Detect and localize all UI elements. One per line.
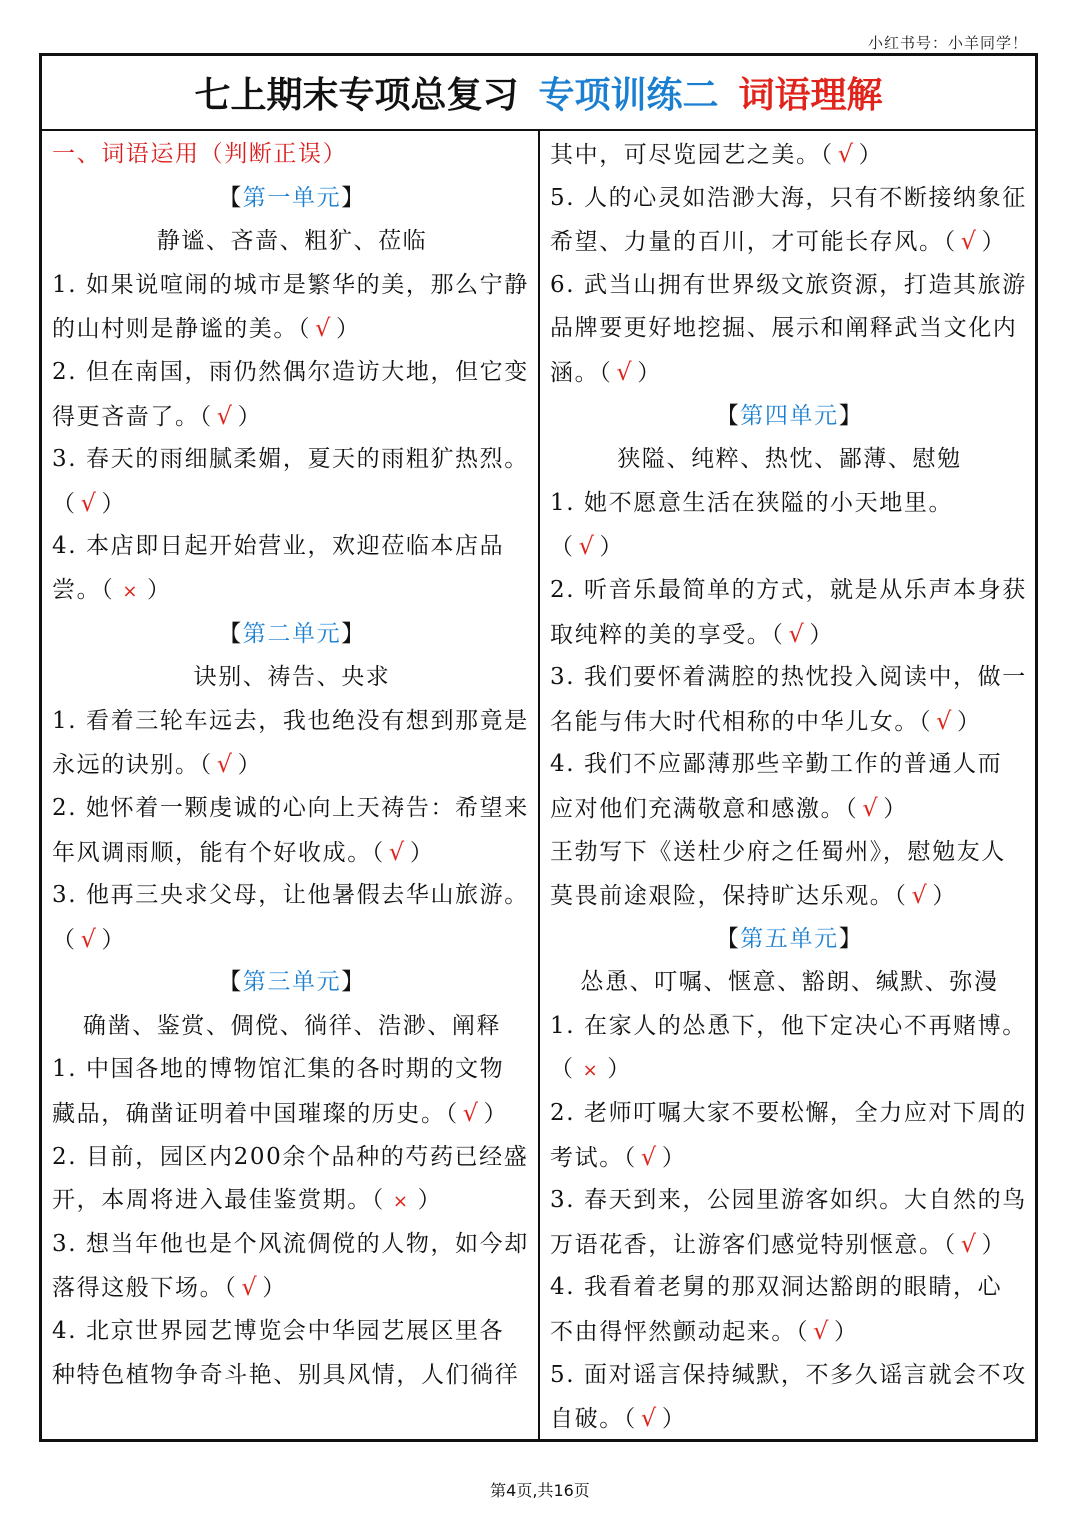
question-line: [550, 1179, 1029, 1223]
question-line: [550, 569, 1029, 613]
question-text: 不由得怦然颤动起来。（: [550, 1319, 810, 1346]
question-text: 2. 老师叮嘱大家不要松懈，全力应对下周的: [550, 1100, 1027, 1127]
question-text: （: [52, 926, 77, 953]
question-line: [550, 787, 1029, 831]
question-text: 1. 看着三轮车远去，我也绝没有想到那竟是: [52, 707, 529, 734]
check-mark-icon: √: [616, 357, 634, 386]
question-text: 王勃写下《送杜少府之任蜀州》，慰勉友人: [550, 838, 1006, 865]
unit-heading: [550, 395, 1029, 439]
paren-close: ）: [607, 1056, 632, 1083]
question-text: 希望、力量的百川，才可能长存风。（: [550, 229, 957, 256]
question-text: 3. 他再三央求父母，让他暑假去华山旅游。: [52, 882, 529, 909]
question-line: [550, 1354, 1029, 1398]
unit-title: 第二单元: [242, 620, 342, 647]
bracket-close: 】: [838, 402, 864, 429]
question-text: 1. 她不愿意生活在狭隘的小天地里。: [550, 489, 954, 516]
question-line: [52, 1354, 532, 1398]
question-text: 其中，可尽览园艺之美。（: [550, 142, 834, 168]
question-line: [52, 482, 532, 526]
paren-close: ）: [957, 708, 982, 735]
paren-close: ）: [262, 1275, 287, 1302]
question-line: [52, 700, 532, 744]
question-line: [550, 1092, 1029, 1136]
question-text: 品牌要更好地挖掘、展示和阐释武当文化内: [550, 315, 1018, 342]
question-line: [52, 1266, 532, 1310]
question-line: [550, 613, 1029, 657]
question-line: [52, 569, 532, 613]
question-line: [52, 1179, 532, 1223]
cross-mark-icon: ×: [392, 1191, 410, 1213]
question-text: 万语花香，让游客们感觉特别惬意。（: [550, 1231, 957, 1258]
question-line: [550, 656, 1029, 700]
question-text: 3. 我们要怀着满腔的热忱投入阅读中，做一: [550, 664, 1027, 691]
question-line: [550, 1223, 1029, 1267]
question-line: [550, 220, 1029, 264]
vocab-list: 诀别、祷告、央求: [193, 664, 391, 691]
cross-mark-icon: ×: [582, 1060, 600, 1082]
question-line: [52, 307, 532, 351]
paren-close: ）: [336, 316, 361, 343]
unit-heading: [52, 613, 532, 657]
question-line: [550, 351, 1029, 395]
check-mark-icon: √: [80, 488, 98, 517]
question-line: [52, 1092, 532, 1136]
question-text: （: [52, 490, 77, 517]
bracket-close: 】: [341, 969, 366, 996]
page-title: [42, 56, 1035, 131]
paren-close: ）: [661, 1144, 687, 1171]
question-line: [52, 351, 532, 395]
question-text: 取纯粹的美的享受。（: [550, 621, 785, 648]
question-text: 涵。（: [550, 359, 613, 386]
paren-close: ）: [981, 1231, 1007, 1258]
vocab-list: 怂恿、叮嘱、惬意、豁朗、缄默、弥漫: [580, 969, 999, 996]
question-line: [550, 525, 1029, 569]
question-line: [550, 1048, 1029, 1092]
check-mark-icon: √: [788, 619, 806, 648]
question-text: 2. 她怀着一颗虔诚的心向上天祷告：希望来: [52, 794, 529, 821]
question-text: 6. 武当山拥有世界级文旅资源，打造其旅游: [550, 271, 1027, 298]
paren-close: ）: [237, 752, 263, 779]
paren-close: ）: [147, 576, 172, 603]
question-text: 名能与伟大时代相称的中华儿女。（: [550, 708, 933, 735]
check-mark-icon: √: [960, 227, 978, 256]
question-text: 3. 春天的雨细腻柔媚，夏天的雨粗犷热烈。: [52, 446, 529, 473]
question-text: 得更吝啬了。（: [52, 403, 213, 430]
check-mark-icon: √: [578, 532, 596, 561]
question-line: [52, 918, 532, 962]
paren-close: ）: [637, 359, 662, 386]
question-text: 莫畏前途艰险，保持旷达乐观。（: [550, 883, 908, 910]
left-lines: [52, 133, 532, 1397]
paren-close: ）: [661, 1406, 687, 1433]
unit-title: 第三单元: [242, 969, 342, 996]
bracket-open: 【: [715, 925, 741, 952]
question-text: 4. 北京世界园艺博览会中华园艺展区里各: [52, 1318, 505, 1345]
question-line: [52, 1223, 532, 1267]
title-part-topic: 词语理解: [738, 75, 883, 116]
check-mark-icon: √: [960, 1229, 978, 1258]
question-line: [550, 177, 1029, 221]
question-line: [52, 264, 532, 308]
question-line: [52, 395, 532, 439]
paren-close: ）: [932, 883, 958, 910]
check-mark-icon: √: [862, 793, 880, 822]
paren-close: ）: [858, 142, 884, 168]
title-part-review: 七上期末专项总复习: [194, 75, 519, 116]
paren-close: ）: [237, 403, 263, 430]
check-mark-icon: √: [241, 1273, 259, 1302]
question-text: 4. 我们不应鄙薄那些辛勤工作的普通人而: [550, 751, 1003, 778]
question-line: [52, 787, 532, 831]
paren-close: ）: [101, 490, 127, 517]
bracket-close: 】: [341, 184, 366, 211]
question-text: 的山村则是静谧的美。（: [52, 316, 312, 343]
question-line: [550, 743, 1029, 787]
question-line: [52, 831, 532, 875]
bracket-open: 【: [218, 620, 243, 647]
question-text: 2. 但在南国，雨仍然偶尔造访大地，但它变: [52, 358, 529, 385]
question-line: [550, 1397, 1029, 1441]
paren-close: ）: [981, 229, 1007, 256]
question-line: [52, 874, 532, 918]
check-mark-icon: √: [216, 401, 234, 430]
check-mark-icon: √: [80, 924, 98, 953]
question-text: 3. 春天到来，公园里游客如织。大自然的鸟: [550, 1187, 1027, 1214]
worksheet-frame: [39, 53, 1038, 1442]
unit-title: 第四单元: [740, 402, 839, 429]
question-line: [52, 438, 532, 482]
question-text: 1. 中国各地的博物馆汇集的各时期的文物: [52, 1056, 505, 1083]
bracket-open: 【: [218, 184, 243, 211]
question-text: 1. 在家人的怂恿下，他下定决心不再赌博。: [550, 1012, 1027, 1039]
check-mark-icon: √: [388, 837, 406, 866]
question-line: [52, 743, 532, 787]
question-text: （: [550, 1056, 575, 1083]
paren-close: ）: [483, 1101, 509, 1128]
cross-mark-icon: ×: [122, 580, 139, 602]
watermark: 小红书号：小羊同学！: [867, 34, 1028, 52]
vocab-list: 狭隘、纯粹、热忱、鄙薄、慰勉: [617, 446, 962, 473]
question-text: 自破。（: [550, 1406, 637, 1433]
question-text: 开，本周将进入最佳鉴赏期。（: [52, 1187, 385, 1214]
check-mark-icon: √: [216, 750, 234, 779]
bracket-close: 】: [341, 620, 366, 647]
question-text: 藏品，确凿证明着中国璀璨的历史。（: [52, 1101, 459, 1128]
check-mark-icon: √: [911, 881, 929, 910]
question-line: [52, 1136, 532, 1180]
paren-close: ）: [883, 795, 908, 822]
check-mark-icon: √: [936, 706, 954, 735]
question-line: [550, 700, 1029, 744]
check-mark-icon: √: [640, 1142, 658, 1171]
unit-title: 第五单元: [740, 925, 839, 952]
question-text: 考试。（: [550, 1144, 637, 1171]
question-text: 应对他们充满敬意和感激。（: [550, 795, 859, 822]
check-mark-icon: √: [837, 140, 855, 168]
unit-heading: [550, 918, 1029, 962]
question-line: [550, 1005, 1029, 1049]
vocab-list: 静谧、吝啬、粗犷、莅临: [156, 228, 428, 255]
right-lines: [550, 133, 1029, 1441]
question-text: 3. 想当年他也是个风流倜傥的人物，如今却: [52, 1230, 529, 1257]
section-heading: 一、词语运用（判断正误）: [52, 141, 348, 167]
paren-close: ）: [101, 926, 127, 953]
paren-close: ）: [834, 1319, 859, 1346]
right-column: [540, 131, 1035, 1439]
unit-heading: [52, 177, 532, 221]
title-part-training: 专项训练二: [538, 75, 719, 116]
question-text: 5. 人的心灵如浩渺大海，只有不断接纳象征: [550, 184, 1027, 211]
question-line: [550, 1266, 1029, 1310]
question-text: 4. 本店即日起开始营业，欢迎莅临本店品: [52, 533, 505, 560]
question-line: [550, 1310, 1029, 1354]
question-line: [52, 1048, 532, 1092]
question-text: 1. 如果说喧闹的城市是繁华的美，那么宁静: [52, 271, 529, 298]
question-text: 2. 目前，园区内200余个品种的芍药已经盛: [52, 1143, 529, 1170]
question-text: 永远的诀别。（: [52, 752, 213, 779]
question-text: 落得这般下场。（: [52, 1275, 238, 1302]
question-line: [550, 133, 1029, 177]
paren-close: ）: [409, 839, 435, 866]
check-mark-icon: √: [640, 1404, 658, 1433]
bracket-close: 】: [838, 925, 864, 952]
question-line: [550, 874, 1029, 918]
bracket-open: 【: [218, 969, 243, 996]
question-text: 尝。（: [52, 576, 115, 603]
paren-close: ）: [599, 534, 625, 561]
bracket-open: 【: [715, 402, 741, 429]
question-text: 2. 听音乐最简单的方式，就是从乐声本身获: [550, 576, 1027, 603]
page-footer: 第4页,共16页: [490, 1481, 590, 1500]
unit-heading: [52, 961, 532, 1005]
unit-title: 第一单元: [242, 184, 342, 211]
question-line: [550, 1136, 1029, 1180]
vocab-list: 确凿、鉴赏、倜傥、徜徉、浩渺、阐释: [82, 1012, 502, 1039]
question-text: （: [550, 534, 575, 561]
check-mark-icon: √: [813, 1317, 831, 1346]
question-text: 4. 我看着老舅的那双洞达豁朗的眼睛，心: [550, 1274, 1003, 1301]
question-line: [550, 831, 1029, 875]
paren-close: ）: [809, 621, 835, 648]
paren-close: ）: [417, 1187, 443, 1214]
question-text: 年风调雨顺，能有个好收成。（: [52, 839, 385, 866]
question-text: 5. 面对谣言保持缄默，不多久谣言就会不攻: [550, 1361, 1027, 1388]
left-column: [42, 131, 540, 1439]
question-line: [550, 482, 1029, 526]
question-line: [550, 264, 1029, 308]
question-line: [550, 307, 1029, 351]
question-line: [52, 525, 532, 569]
question-text: 种特色植物争奇斗艳、别具风情，人们徜徉: [52, 1361, 520, 1388]
check-mark-icon: √: [315, 314, 333, 343]
check-mark-icon: √: [462, 1099, 480, 1128]
question-line: [52, 1310, 532, 1354]
